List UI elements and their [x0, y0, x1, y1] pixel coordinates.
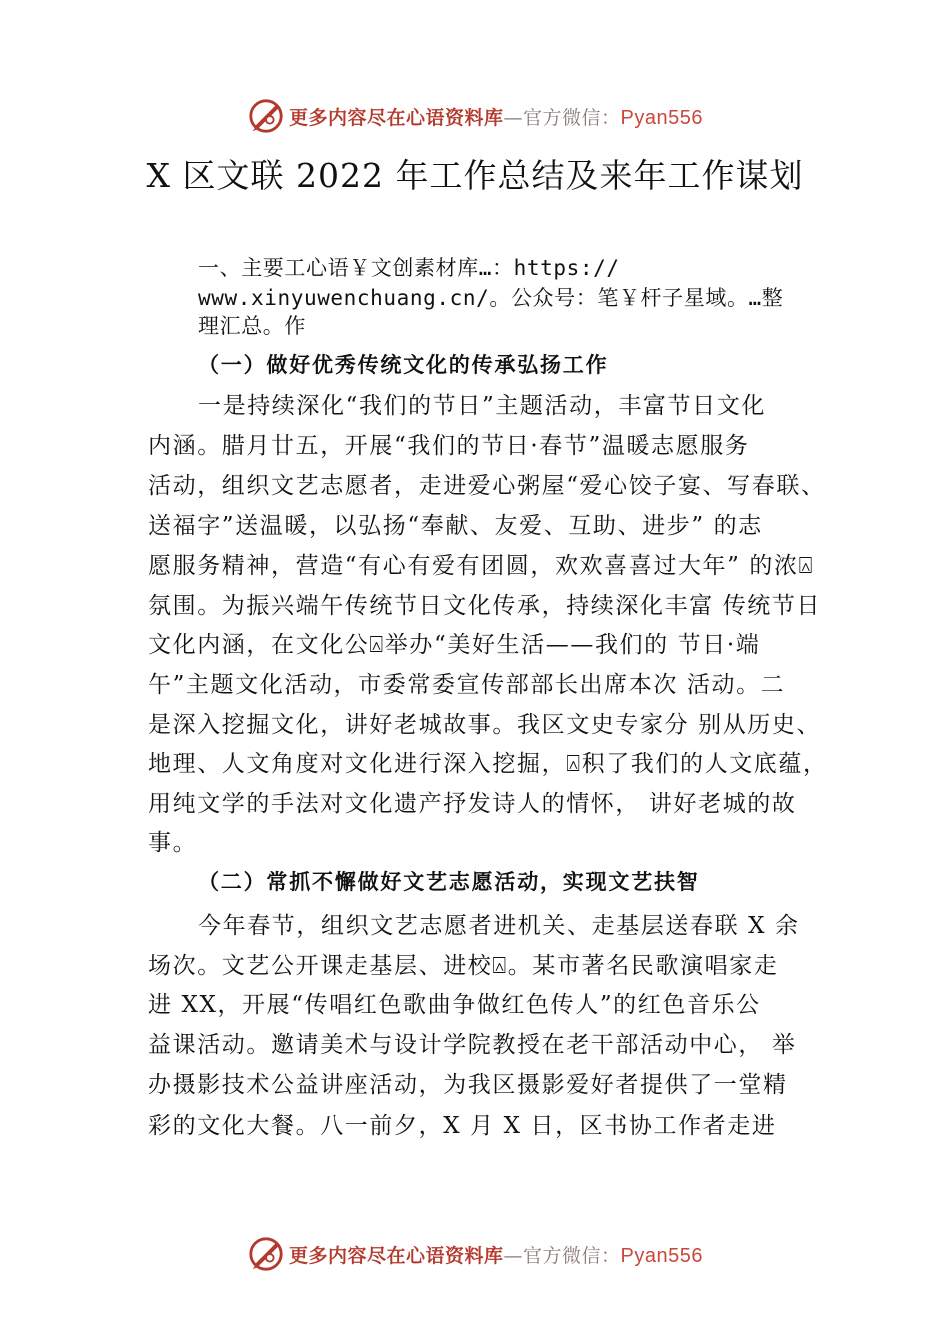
banner-dash: —	[503, 1244, 524, 1267]
subheading: （二）常抓不懈做好文艺志愿活动，实现文艺扶智	[198, 870, 700, 894]
banner-wechat-id: Pyan556	[620, 106, 703, 129]
banner-slogan: 更多内容尽在心语资料库	[289, 1244, 504, 1267]
paragraph-line: 今年春节，组织文艺志愿者进机关、走基层送春联 X 余	[198, 913, 800, 939]
brush-logo-icon	[247, 1235, 285, 1273]
paragraph-line: 送福字”送温暖，以弘扬“奉献、友爱、互助、进步” 的志	[148, 513, 763, 539]
paragraph-line: 文化内涵，在文化公⍓举办“美好生活——我们的 节日·端	[148, 632, 761, 658]
footer-banner	[0, 1234, 950, 1274]
banner-slogan: 更多内容尽在心语资料库	[289, 106, 504, 129]
banner-dash: —	[503, 106, 524, 129]
banner-wechat-id: Pyan556	[620, 1244, 703, 1267]
paragraph-line: 愿服务精神，营造“有心有爱有团圆，欢欢喜喜过大年” 的浓⍓	[148, 553, 815, 579]
paragraph-line: 活动，组织文艺志愿者，走进爱心粥屋“爱心饺子宴、写春联、	[148, 473, 826, 499]
paragraph-line: 用纯文学的手法对文化遗产抒发诗人的情怀， 讲好老城的故	[148, 791, 797, 817]
paragraph-line: 地理、人文角度对文化进行深入挖掘，⍓积了我们的人文底蕴，	[148, 751, 828, 777]
paragraph-line: 氛围。为振兴端午传统节日文化传承，持续深化丰富 传统节日	[148, 593, 822, 619]
paragraph-line: 内涵。腊月廿五，开展“我们的节日·春节”温暖志愿服务	[148, 433, 750, 459]
brush-logo-icon	[247, 97, 285, 135]
document-title: X 区文联 2022 年工作总结及来年工作谋划	[146, 156, 804, 195]
section-line: www.xinyuwenchuang.cn/。公众号：笔￥杆子星域。…整	[198, 286, 784, 310]
paragraph-line: 彩的文化大餐。八一前夕，X 月 X 日，区书协工作者走进	[148, 1113, 777, 1139]
paragraph-line: 益课活动。邀请美术与设计学院教授在老干部活动中心， 举	[148, 1032, 797, 1058]
paragraph-line: 午”主题文化活动，市委常委宣传部部长出席本次 活动。二	[148, 672, 786, 698]
paragraph-line: 进 XX，开展“传唱红色歌曲争做红色传人”的红色音乐公	[148, 992, 761, 1018]
paragraph-line: 是深入挖掘文化，讲好老城故事。我区文史专家分 别从历史、	[148, 712, 822, 738]
section-line: 理汇总。作	[198, 314, 306, 338]
paragraph-line: 场次。文艺公开课走基层、进校⍓。某市著名民歌演唱家走	[148, 953, 779, 979]
subheading: （一）做好优秀传统文化的传承弘扬工作	[198, 353, 609, 377]
section-line: 一、主要工心语￥文创素材库…：https://	[198, 256, 620, 280]
banner-wechat-label: 官方微信：	[523, 106, 621, 129]
paragraph-line: 事。	[148, 830, 198, 856]
header-banner	[0, 96, 950, 136]
paragraph-line: 办摄影技术公益讲座活动，为我区摄影爱好者提供了一堂精	[148, 1072, 788, 1098]
banner-wechat-label: 官方微信：	[523, 1244, 621, 1267]
paragraph-line: 一是持续深化“我们的节日”主题活动，丰富节日文化	[198, 393, 766, 419]
